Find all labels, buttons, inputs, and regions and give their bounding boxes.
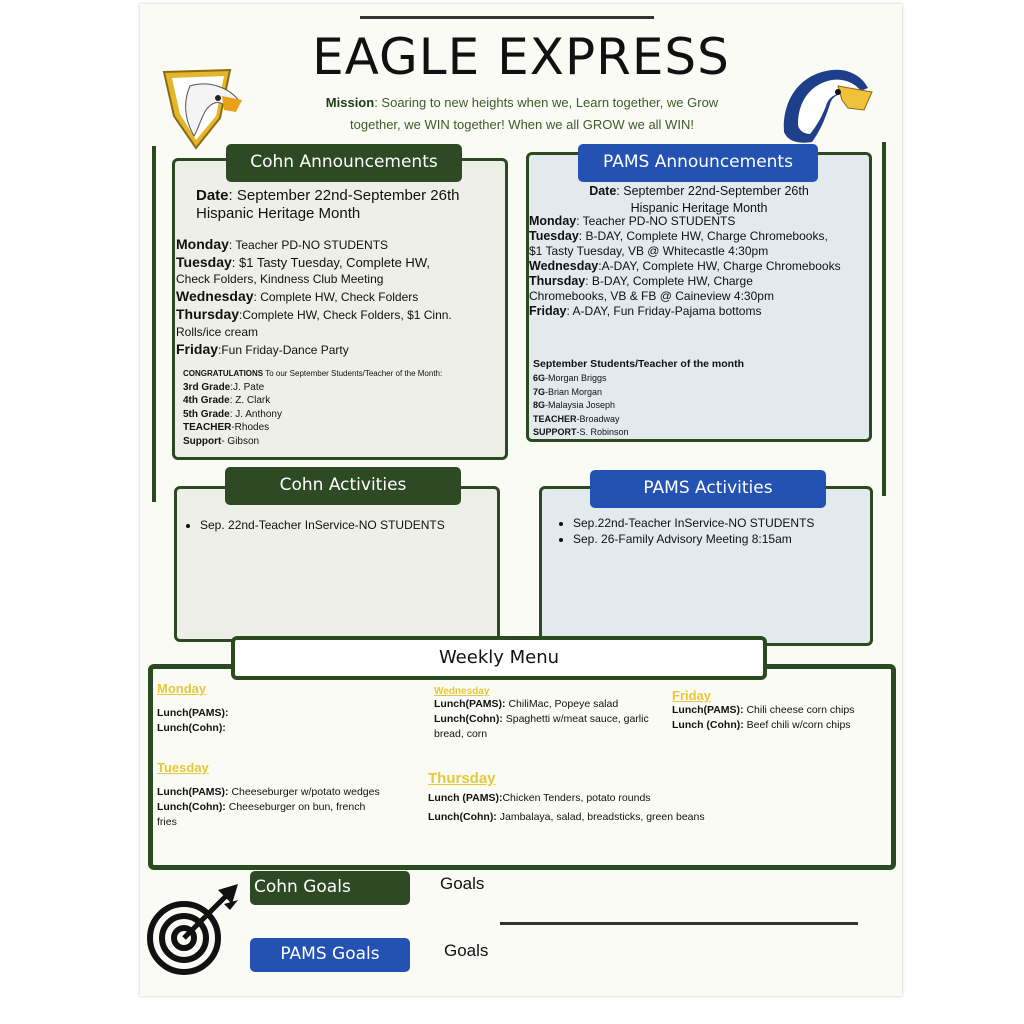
menu-line: Lunch(Cohn): Cheeseburger on bun, french — [157, 801, 366, 813]
menu-line: Lunch(PAMS): Chili cheese corn chips — [672, 704, 855, 716]
pams-honors — [533, 356, 744, 440]
cohn-goals-label: Cohn Goals — [250, 871, 410, 905]
cohn-honor-row: TEACHER-Rhodes — [183, 422, 270, 433]
cohn-honor-row: Support- Gibson — [183, 435, 260, 447]
pams-day-thursday: Thursday: B-DAY, Complete HW, Charge — [529, 274, 753, 288]
pams-day-thursday-cont: Chromebooks, VB & FB @ Caineview 4:30pm — [529, 289, 774, 303]
pams-honor-row: SUPPORT-S. Robinson — [533, 427, 629, 437]
menu-wednesday — [434, 686, 674, 742]
cohn-activities-header: Cohn Activities — [225, 467, 461, 505]
eagle-shield-logo — [160, 66, 246, 152]
pams-activities-list — [559, 515, 814, 547]
cohn-honors — [183, 367, 442, 448]
pams-honor-row: TEACHER-Broadway — [533, 413, 620, 424]
pams-day-wednesday: Wednesday:A-DAY, Complete HW, Charge Chromebooks — [529, 259, 841, 273]
pams-goals-text: Goals — [444, 941, 489, 960]
pams-theme: Hispanic Heritage Month — [630, 201, 768, 215]
pams-day-tuesday-cont: $1 Tasty Tuesday, VB @ Whitecastle 4:30pm — [529, 244, 769, 258]
cohn-activities-list — [186, 517, 445, 533]
pams-activities-box — [539, 486, 873, 646]
pams-date: Date: September 22nd-September 26th — [589, 184, 809, 198]
menu-line: Lunch(PAMS): Cheeseburger w/potato wedges — [157, 786, 380, 798]
menu-line: Lunch(Cohn): Jambalaya, salad, breadsticks, green beans — [428, 811, 705, 823]
cohn-theme: Hispanic Heritage Month — [196, 205, 361, 222]
menu-line: Lunch (Cohn): Beef chili w/corn chips — [672, 719, 851, 731]
cohn-day-monday: Monday: Teacher PD-NO STUDENTS — [176, 236, 389, 252]
pams-honor-row: 6G-Morgan Briggs — [533, 373, 607, 383]
menu-line: fries — [157, 816, 177, 828]
cohn-day-thursday-cont: Rolls/ice cream — [176, 325, 259, 339]
menu-friday — [672, 688, 882, 733]
pams-day-friday: Friday: A-DAY, Fun Friday-Pajama bottoms — [529, 304, 762, 318]
cohn-honor-row: 4th Grade: Z. Clark — [183, 395, 271, 406]
menu-line: bread, corn — [434, 728, 488, 740]
cohn-day-tuesday: Tuesday: $1 Tasty Tuesday, Complete HW, — [176, 254, 430, 270]
pams-honor-row: 8G-Malaysia Joseph — [533, 400, 616, 410]
target-icon — [146, 880, 242, 976]
cohn-goals-text: Goals — [440, 874, 485, 893]
cohn-day-tuesday-cont: Check Folders, Kindness Club Meeting — [176, 272, 384, 286]
menu-line: Lunch(PAMS): — [157, 707, 229, 719]
menu-monday — [157, 681, 229, 736]
left-accent-line — [152, 146, 156, 502]
pams-day-monday: Monday: Teacher PD-NO STUDENTS — [529, 214, 736, 228]
cohn-congrats: CONGRATULATIONS To our September Students/Teacher of the Month: — [183, 369, 443, 378]
cohn-schedule — [176, 236, 452, 359]
cohn-honor-row: 3rd Grade:J. Pate — [183, 381, 265, 393]
menu-day-label: Wednesday — [434, 686, 490, 697]
newsletter-title: EAGLE EXPRESS — [312, 28, 730, 86]
goals-divider — [500, 922, 858, 925]
cohn-day-thursday: Thursday:Complete HW, Check Folders, $1 Cinn. — [176, 306, 452, 322]
pams-schedule — [529, 214, 841, 319]
menu-line: Lunch(Cohn): — [157, 722, 226, 734]
menu-day-label: Friday — [672, 688, 712, 703]
eagle-head-logo — [778, 62, 874, 148]
pams-honor-row: 7G-Brian Morgan — [533, 386, 603, 397]
pams-honors-title: September Students/Teacher of the month — [533, 358, 744, 370]
menu-day-label: Thursday — [428, 770, 496, 787]
top-divider — [360, 16, 654, 19]
pams-date-block — [526, 183, 872, 217]
list-item: • Sep. 22nd-Teacher InService-NO STUDENTS — [200, 517, 445, 533]
mission-statement: Mission: Soaring to new heights when we, Learn together, we Grow together, we WIN together! When we all GROW we all WIN! — [325, 95, 719, 132]
cohn-day-wednesday: Wednesday: Complete HW, Check Folders — [176, 288, 419, 304]
weekly-menu-header: Weekly Menu — [231, 636, 767, 680]
menu-line: Lunch (PAMS):Chicken Tenders, potato rounds — [428, 792, 651, 804]
menu-tuesday — [157, 760, 417, 830]
menu-line: Lunch(PAMS): ChiliMac, Popeye salad — [434, 698, 619, 710]
cohn-date: Date: September 22nd-September 26th — [196, 187, 460, 204]
pams-announcements-header: PAMS Announcements — [578, 144, 818, 182]
pams-day-tuesday: Tuesday: B-DAY, Complete HW, Charge Chromebooks, — [529, 229, 828, 243]
cohn-announcements-header: Cohn Announcements — [226, 144, 462, 182]
menu-day-label: Tuesday — [157, 760, 209, 775]
cohn-activities-box — [174, 486, 500, 642]
list-item: • Sep.22nd-Teacher InService-NO STUDENTS — [573, 515, 814, 531]
menu-day-label: Monday — [157, 681, 207, 696]
cohn-honor-row: 5th Grade: J. Anthony — [183, 408, 282, 420]
pams-activities-header: PAMS Activities — [590, 470, 826, 508]
cohn-day-friday: Friday:Fun Friday-Dance Party — [176, 341, 349, 357]
pams-goals-label: PAMS Goals — [250, 938, 410, 972]
menu-line: Lunch(Cohn): Spaghetti w/meat sauce, garlic — [434, 713, 649, 725]
menu-thursday — [428, 770, 748, 825]
list-item: • Sep. 26-Family Advisory Meeting 8:15am — [573, 531, 814, 547]
right-accent-line — [882, 142, 886, 496]
